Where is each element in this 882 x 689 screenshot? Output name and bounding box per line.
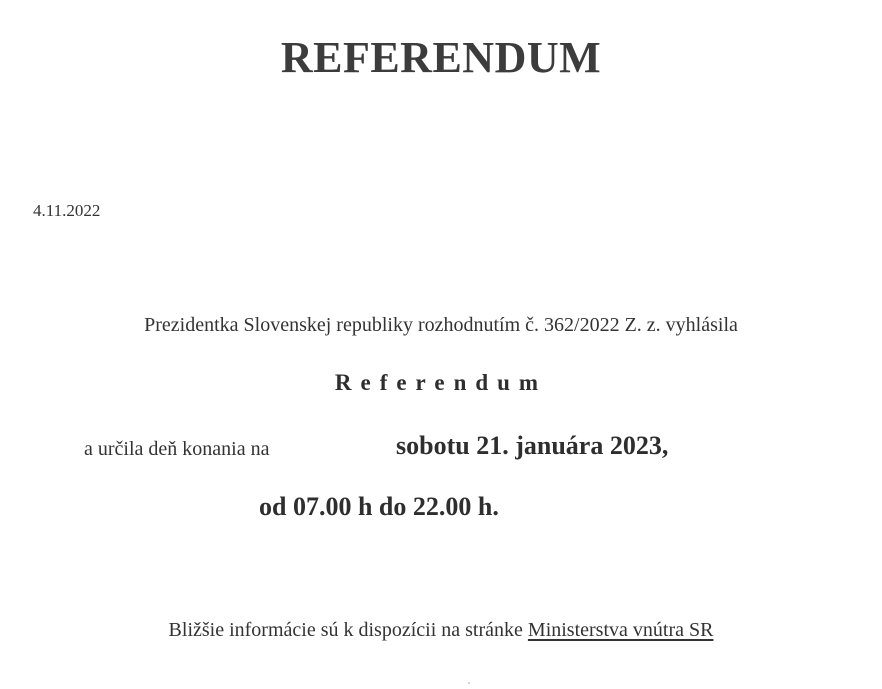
- intro-paragraph: Prezidentka Slovenskej republiky rozhodnutím č. 362/2022 Z. z. vyhlásila: [144, 314, 738, 336]
- referendum-heading: Referendum: [334, 370, 548, 395]
- more-info-paragraph: [0, 619, 882, 642]
- publication-date: 4.11.2022: [33, 201, 101, 220]
- voting-hours: od 07.00 h do 22.00 h.: [259, 492, 499, 521]
- more-info-text: Bližšie informácie sú k dispozícii na stránke: [168, 619, 523, 641]
- scan-speck: [468, 682, 470, 684]
- date-line-label: a určila deň konania na: [84, 438, 270, 460]
- ministry-link[interactable]: Ministerstva vnútra SR: [527, 619, 714, 641]
- page-title: REFERENDUM: [280, 33, 602, 82]
- referendum-date: sobotu 21. januára 2023,: [396, 431, 669, 460]
